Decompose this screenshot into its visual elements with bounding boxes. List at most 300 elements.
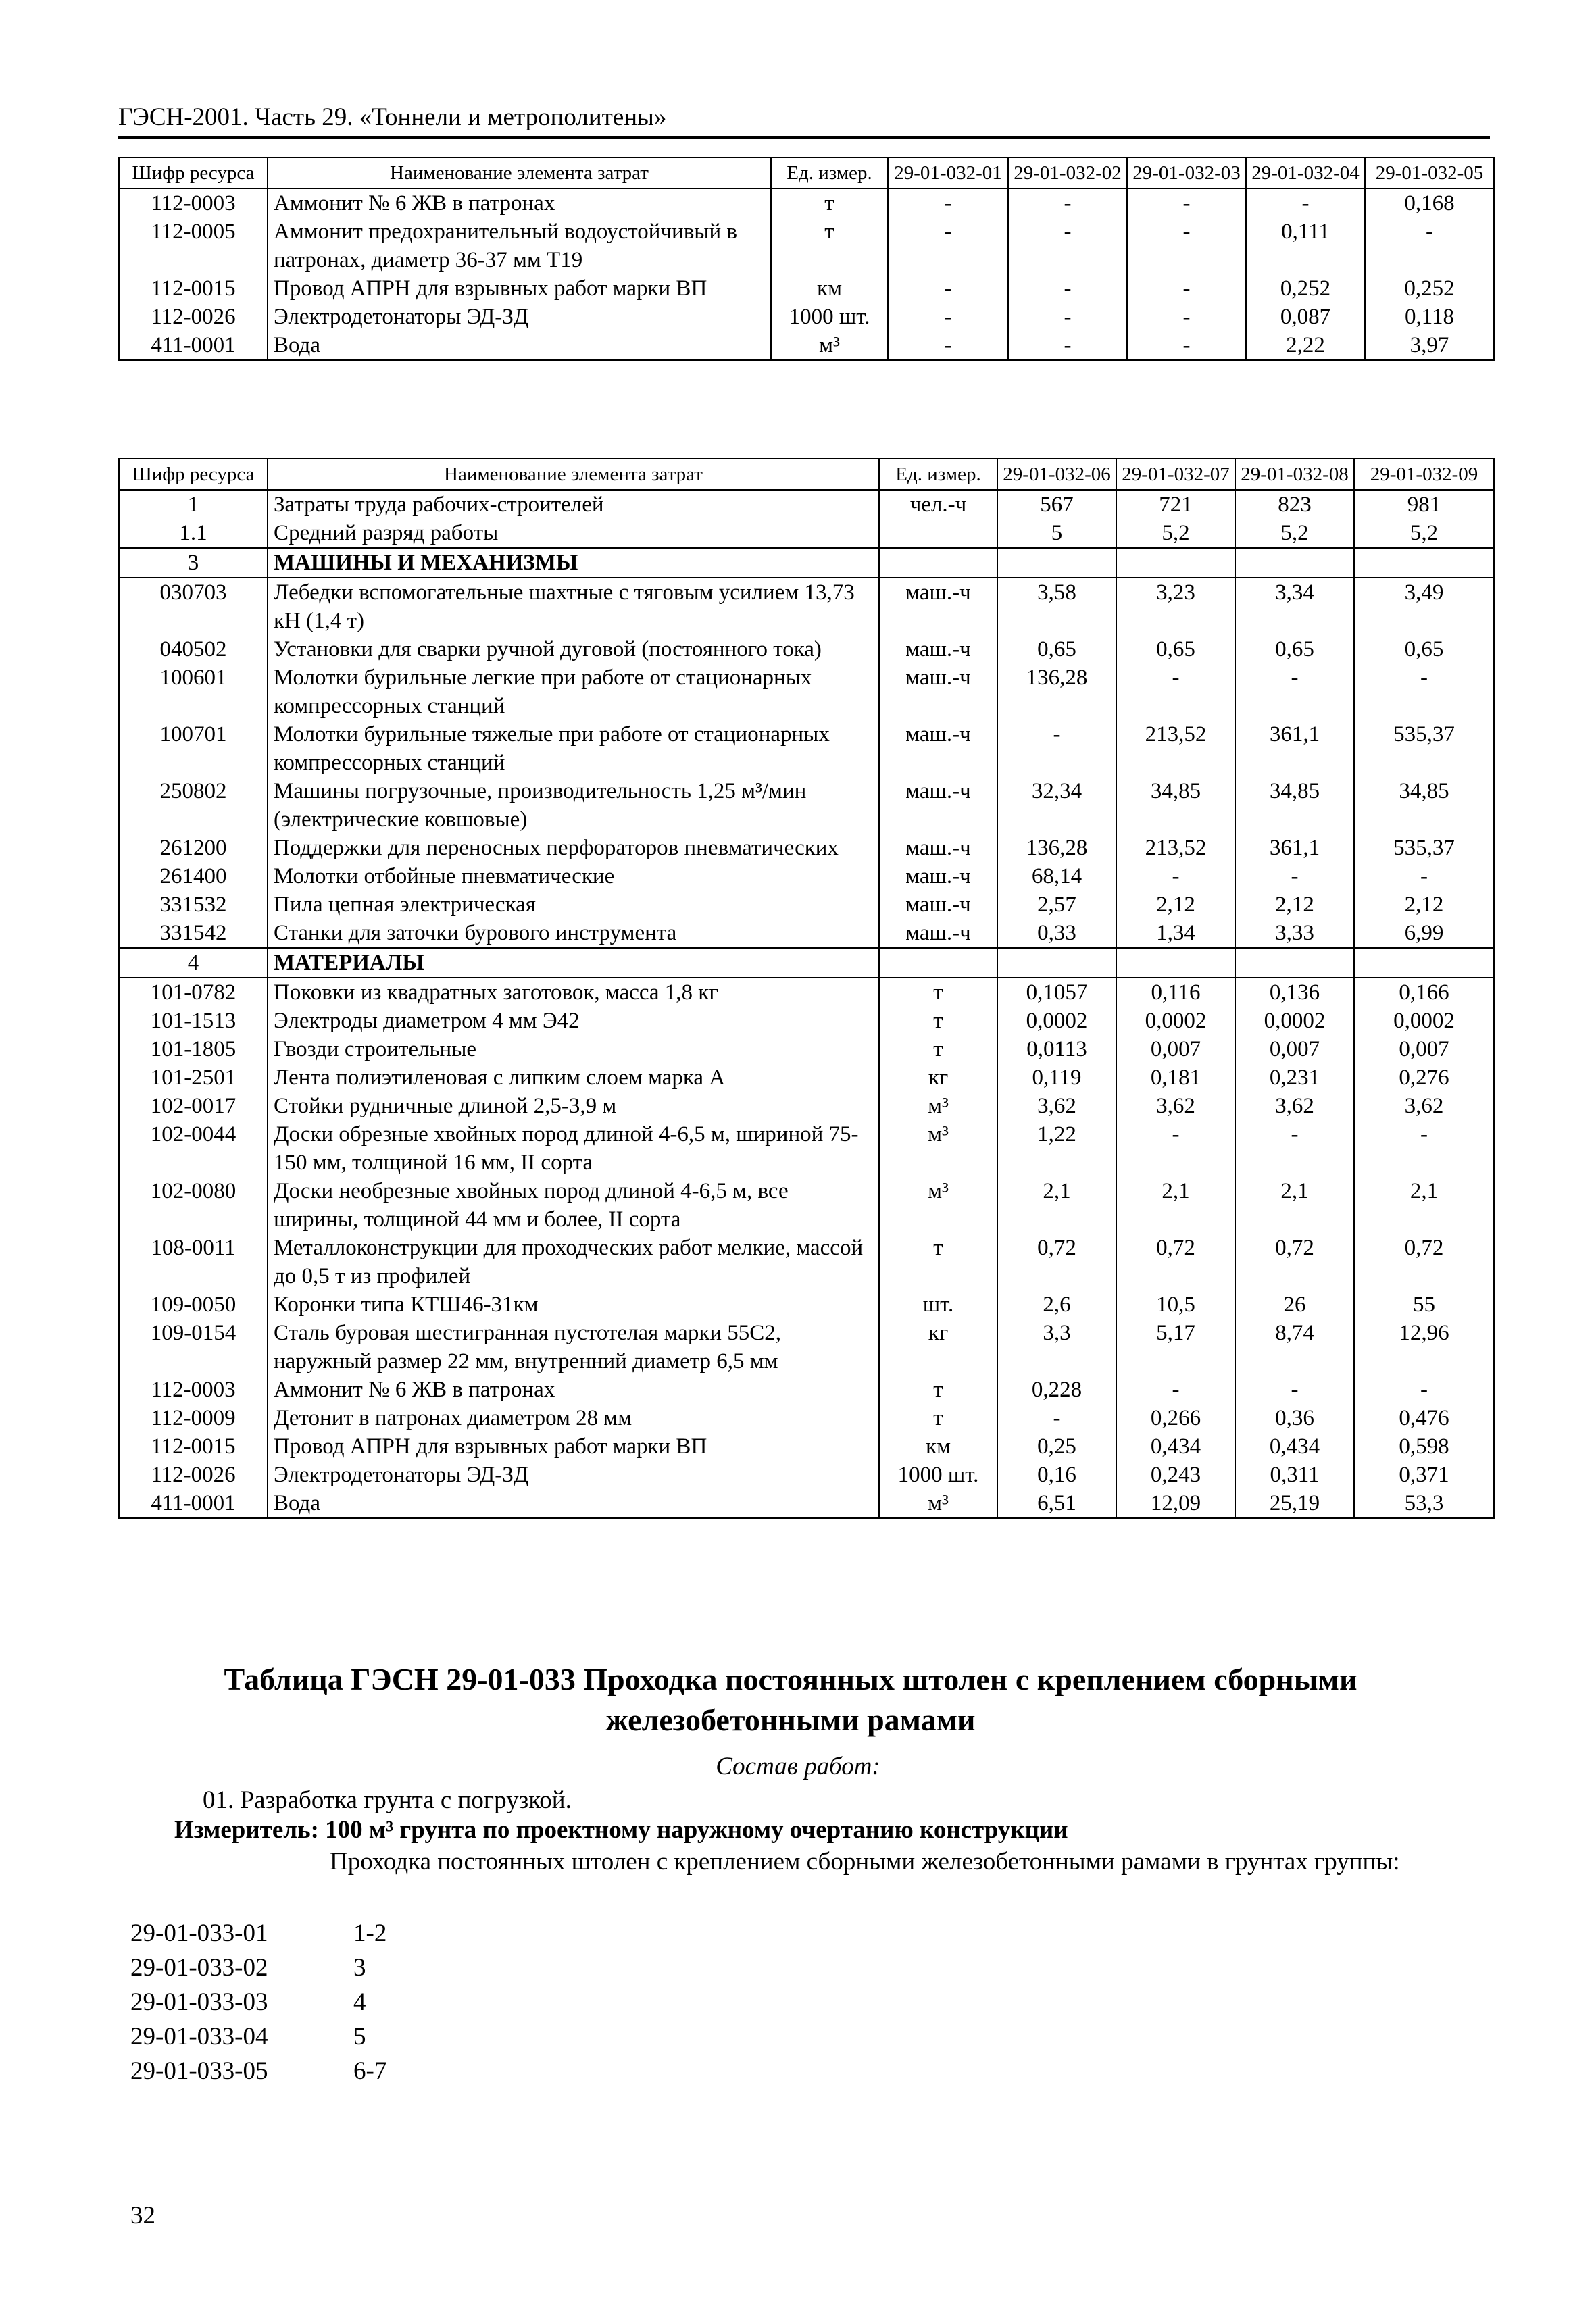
value-cell: -: [1116, 1376, 1235, 1404]
resource-name: Аммонит № 6 ЖВ в патронах: [268, 188, 771, 218]
value-cell: 12,09: [1116, 1489, 1235, 1518]
value-cell: -: [1116, 663, 1235, 720]
resource-code: 100701: [119, 720, 268, 777]
resource-code: 112-0015: [119, 1432, 268, 1461]
value-cell: 823: [1235, 490, 1354, 519]
value-cell: 361,1: [1235, 720, 1354, 777]
value-cell: -: [1127, 303, 1246, 331]
unit: маш.-ч: [879, 663, 997, 720]
value-cell: -: [1354, 862, 1494, 890]
value-cell: 5,17: [1116, 1319, 1235, 1376]
unit: шт.: [879, 1290, 997, 1319]
value-cell: 2,1: [1354, 1177, 1494, 1234]
code-row: [130, 2054, 386, 2088]
resource-name: Аммонит предохранительный водоустойчивый в патронах, диаметр 36-37 мм Т19: [268, 218, 771, 274]
value-cell: 213,52: [1116, 720, 1235, 777]
value-cell: 0,65: [997, 635, 1116, 663]
resource-name: Установки для сварки ручной дуговой (постоянного тока): [268, 635, 879, 663]
value-cell: -: [1365, 218, 1494, 274]
resource-name: Стойки рудничные длиной 2,5-3,9 м: [268, 1092, 879, 1120]
resource-table-1: [118, 157, 1495, 361]
value-cell: 213,52: [1116, 834, 1235, 862]
value-cell: 535,37: [1354, 720, 1494, 777]
soil-group: 5: [353, 2023, 366, 2051]
unit: кг: [879, 1319, 997, 1376]
resource-code: 331532: [119, 890, 268, 919]
resource-code: 101-1805: [119, 1035, 268, 1063]
value-cell: 6,99: [1354, 919, 1494, 948]
resource-name: Молотки бурильные тяжелые при работе от стационарных компрессорных станций: [268, 720, 879, 777]
table-row: [119, 218, 1494, 274]
value-cell: 0,434: [1235, 1432, 1354, 1461]
table-row: [119, 1376, 1494, 1404]
work-item: 01. Разработка грунта с погрузкой.: [203, 1786, 572, 1814]
unit: т: [879, 1234, 997, 1290]
value-cell: 0,252: [1365, 274, 1494, 303]
value-cell: 3,62: [1235, 1092, 1354, 1120]
value-cell: 0,0002: [997, 1007, 1116, 1035]
header-rule: [118, 136, 1490, 139]
section-heading-row: [119, 948, 1494, 978]
value-cell: 0,243: [1116, 1461, 1235, 1489]
table-row: [119, 1404, 1494, 1432]
resource-name: Молотки бурильные легкие при работе от стационарных компрессорных станций: [268, 663, 879, 720]
value-cell: -: [888, 303, 1008, 331]
value-cell: 34,85: [1116, 777, 1235, 834]
value-cell: -: [1354, 1120, 1494, 1177]
value-cell: -: [1127, 188, 1246, 218]
value-cell: 2,12: [1116, 890, 1235, 919]
value-cell: 26: [1235, 1290, 1354, 1319]
table-row: [119, 978, 1494, 1007]
value-cell: 3,62: [1354, 1092, 1494, 1120]
table-row: [119, 1177, 1494, 1234]
resource-name: Детонит в патронах диаметром 28 мм: [268, 1404, 879, 1432]
resource-name: Провод АПРН для взрывных работ марки ВП: [268, 274, 771, 303]
resource-name: Электродетонаторы ЭД-3Д: [268, 303, 771, 331]
column-header-name: Наименование элемента затрат: [268, 459, 879, 490]
value-cell: [997, 948, 1116, 978]
value-cell: 3,34: [1235, 578, 1354, 635]
table-row: [119, 919, 1494, 948]
resource-code: 102-0017: [119, 1092, 268, 1120]
value-cell: 0,33: [997, 919, 1116, 948]
value-cell: [1235, 948, 1354, 978]
value-cell: 0,181: [1116, 1063, 1235, 1092]
resource-code: 112-0009: [119, 1404, 268, 1432]
resource-code: 1.1: [119, 519, 268, 548]
running-header: ГЭСН-2001. Часть 29. «Тоннели и метрополитены»: [118, 103, 667, 131]
resource-name: Сталь буровая шестигранная пустотелая марки 55С2, наружный размер 22 мм, внутренний диаметр 6,5 мм: [268, 1319, 879, 1376]
resource-code: 109-0154: [119, 1319, 268, 1376]
value-cell: -: [1354, 663, 1494, 720]
meter-line: Измеритель: 100 м³ грунта по проектному наружному очертанию конструкции: [174, 1816, 1068, 1844]
unit: т: [879, 1007, 997, 1035]
value-cell: 0,007: [1116, 1035, 1235, 1063]
resource-name: Аммонит № 6 ЖВ в патронах: [268, 1376, 879, 1404]
soil-group: 6-7: [353, 2057, 387, 2085]
value-cell: 32,34: [997, 777, 1116, 834]
resource-name: Коронки типа КТШ46-31км: [268, 1290, 879, 1319]
value-cell: 3,23: [1116, 578, 1235, 635]
table-row: [119, 1092, 1494, 1120]
resource-code: 040502: [119, 635, 268, 663]
unit: маш.-ч: [879, 862, 997, 890]
unit: кг: [879, 1063, 997, 1092]
value-cell: 0,72: [1235, 1234, 1354, 1290]
unit: км: [771, 274, 888, 303]
value-cell: -: [1008, 331, 1127, 360]
value-cell: 0,276: [1354, 1063, 1494, 1092]
resource-code: 3: [119, 548, 268, 578]
table-row: [119, 519, 1494, 548]
code-row: [130, 1951, 386, 1985]
unit: [879, 519, 997, 548]
value-cell: -: [1116, 862, 1235, 890]
column-header-value: 29-01-032-07: [1116, 459, 1235, 490]
column-header-unit: Ед. измер.: [879, 459, 997, 490]
value-cell: -: [888, 274, 1008, 303]
resource-name: Гвозди строительные: [268, 1035, 879, 1063]
resource-code: 250802: [119, 777, 268, 834]
value-cell: 3,97: [1365, 331, 1494, 360]
resource-code: 101-1513: [119, 1007, 268, 1035]
value-cell: 0,0002: [1235, 1007, 1354, 1035]
table-row: [119, 1461, 1494, 1489]
unit: т: [879, 1376, 997, 1404]
table-row: [119, 331, 1494, 360]
value-cell: 2,12: [1235, 890, 1354, 919]
code-number: 29-01-033-03: [130, 1988, 268, 2016]
resource-code: 101-2501: [119, 1063, 268, 1092]
value-cell: -: [1127, 274, 1246, 303]
value-cell: 3,49: [1354, 578, 1494, 635]
unit: т: [771, 218, 888, 274]
resource-code: 100601: [119, 663, 268, 720]
value-cell: 0,136: [1235, 978, 1354, 1007]
resource-name: МАТЕРИАЛЫ: [268, 948, 879, 978]
table-row: [119, 1489, 1494, 1518]
value-cell: 5,2: [1354, 519, 1494, 548]
unit: т: [879, 1404, 997, 1432]
value-cell: 34,85: [1235, 777, 1354, 834]
value-cell: 0,087: [1246, 303, 1365, 331]
table-row: [119, 1007, 1494, 1035]
value-cell: 2,1: [1235, 1177, 1354, 1234]
unit: м³: [771, 331, 888, 360]
value-cell: 0,72: [997, 1234, 1116, 1290]
resource-name: Вода: [268, 1489, 879, 1518]
table-row: [119, 1035, 1494, 1063]
composition-label: Состав работ:: [716, 1753, 880, 1780]
unit: чел.-ч: [879, 490, 997, 519]
value-cell: 0,311: [1235, 1461, 1354, 1489]
resource-code: 4: [119, 948, 268, 978]
value-cell: 2,1: [997, 1177, 1116, 1234]
value-cell: 10,5: [1116, 1290, 1235, 1319]
value-cell: 3,62: [997, 1092, 1116, 1120]
column-header-value: 29-01-032-03: [1127, 157, 1246, 188]
resource-code: 102-0080: [119, 1177, 268, 1234]
resource-name: Лебедки вспомогательные шахтные с тяговым усилием 13,73 кН (1,4 т): [268, 578, 879, 635]
resource-code: 102-0044: [119, 1120, 268, 1177]
resource-name: Электродетонаторы ЭД-3Д: [268, 1461, 879, 1489]
value-cell: -: [1235, 663, 1354, 720]
section-heading-row: [119, 548, 1494, 578]
value-cell: 0,111: [1246, 218, 1365, 274]
value-cell: -: [1246, 188, 1365, 218]
resource-code: 261200: [119, 834, 268, 862]
value-cell: 2,12: [1354, 890, 1494, 919]
value-cell: 0,25: [997, 1432, 1116, 1461]
code-number: 29-01-033-02: [130, 1954, 268, 1982]
resource-name: Станки для заточки бурового инструмента: [268, 919, 879, 948]
unit: 1000 шт.: [879, 1461, 997, 1489]
table-row: [119, 1063, 1494, 1092]
table-row: [119, 862, 1494, 890]
value-cell: -: [1008, 188, 1127, 218]
table-row: [119, 720, 1494, 777]
resource-name: Металлоконструкции для проходческих работ мелкие, массой до 0,5 т из профилей: [268, 1234, 879, 1290]
resource-name: Машины погрузочные, производительность 1,25 м³/мин (электрические ковшовые): [268, 777, 879, 834]
column-header-value: 29-01-032-09: [1354, 459, 1494, 490]
column-header-unit: Ед. измер.: [771, 157, 888, 188]
column-header-value: 29-01-032-04: [1246, 157, 1365, 188]
resource-code: 112-0005: [119, 218, 268, 274]
value-cell: 0,72: [1354, 1234, 1494, 1290]
resource-table-2: [118, 458, 1495, 1519]
value-cell: -: [888, 331, 1008, 360]
value-cell: 0,0002: [1354, 1007, 1494, 1035]
code-list: [130, 1916, 386, 2088]
table1-body: [119, 188, 1494, 360]
code-number: 29-01-033-05: [130, 2057, 268, 2085]
value-cell: 2,57: [997, 890, 1116, 919]
resource-code: 101-0782: [119, 978, 268, 1007]
code-row: [130, 1985, 386, 2019]
table-row: [119, 1234, 1494, 1290]
value-cell: [1116, 948, 1235, 978]
value-cell: 1,22: [997, 1120, 1116, 1177]
table-row: [119, 188, 1494, 218]
table1-header-row: [119, 157, 1494, 188]
unit: т: [771, 188, 888, 218]
value-cell: 0,371: [1354, 1461, 1494, 1489]
value-cell: [997, 548, 1116, 578]
resource-name: Пила цепная электрическая: [268, 890, 879, 919]
value-cell: 0,007: [1235, 1035, 1354, 1063]
value-cell: -: [1127, 331, 1246, 360]
value-cell: 0,119: [997, 1063, 1116, 1092]
column-header-value: 29-01-032-08: [1235, 459, 1354, 490]
table-row: [119, 303, 1494, 331]
resource-code: 112-0026: [119, 303, 268, 331]
value-cell: 68,14: [997, 862, 1116, 890]
unit: 1000 шт.: [771, 303, 888, 331]
table2-header-row: [119, 459, 1494, 490]
column-header-value: 29-01-032-05: [1365, 157, 1494, 188]
value-cell: 136,28: [997, 834, 1116, 862]
value-cell: 721: [1116, 490, 1235, 519]
value-cell: -: [888, 218, 1008, 274]
value-cell: 53,3: [1354, 1489, 1494, 1518]
resource-name: Провод АПРН для взрывных работ марки ВП: [268, 1432, 879, 1461]
resource-code: 1: [119, 490, 268, 519]
value-cell: 0,476: [1354, 1404, 1494, 1432]
unit: м³: [879, 1120, 997, 1177]
unit: [879, 548, 997, 578]
table-row: [119, 1432, 1494, 1461]
value-cell: 0,231: [1235, 1063, 1354, 1092]
value-cell: -: [1116, 1120, 1235, 1177]
unit: [879, 948, 997, 978]
value-cell: 0,0113: [997, 1035, 1116, 1063]
value-cell: [1354, 548, 1494, 578]
value-cell: -: [997, 720, 1116, 777]
value-cell: -: [888, 188, 1008, 218]
description: Проходка постоянных штолен с креплением сборными железобетонными рамами в грунтах группы:: [330, 1848, 1400, 1876]
resource-name: Электроды диаметром 4 мм Э42: [268, 1007, 879, 1035]
value-cell: 0,16: [997, 1461, 1116, 1489]
value-cell: -: [1235, 862, 1354, 890]
page-number: 32: [130, 2202, 155, 2230]
resource-code: 112-0026: [119, 1461, 268, 1489]
resource-code: 112-0003: [119, 1376, 268, 1404]
table-row: [119, 1319, 1494, 1376]
value-cell: 136,28: [997, 663, 1116, 720]
unit: м³: [879, 1177, 997, 1234]
unit: маш.-ч: [879, 720, 997, 777]
resource-name: Вода: [268, 331, 771, 360]
value-cell: 0,434: [1116, 1432, 1235, 1461]
value-cell: 361,1: [1235, 834, 1354, 862]
unit: маш.-ч: [879, 578, 997, 635]
value-cell: 0,228: [997, 1376, 1116, 1404]
resource-name: МАШИНЫ И МЕХАНИЗМЫ: [268, 548, 879, 578]
value-cell: 0,65: [1354, 635, 1494, 663]
resource-name: Поддержки для переносных перфораторов пневматических: [268, 834, 879, 862]
unit: маш.-ч: [879, 919, 997, 948]
value-cell: 0,007: [1354, 1035, 1494, 1063]
soil-group: 4: [353, 1988, 366, 2016]
table-row: [119, 1290, 1494, 1319]
value-cell: -: [1127, 218, 1246, 274]
value-cell: 1,34: [1116, 919, 1235, 948]
table-row: [119, 890, 1494, 919]
value-cell: 5: [997, 519, 1116, 548]
resource-code: 261400: [119, 862, 268, 890]
value-cell: 0,116: [1116, 978, 1235, 1007]
value-cell: 2,1: [1116, 1177, 1235, 1234]
soil-group: 3: [353, 1954, 366, 1982]
table-row: [119, 1120, 1494, 1177]
resource-name: Средний разряд работы: [268, 519, 879, 548]
value-cell: 981: [1354, 490, 1494, 519]
value-cell: 2,6: [997, 1290, 1116, 1319]
column-header-value: 29-01-032-06: [997, 459, 1116, 490]
value-cell: 0,65: [1116, 635, 1235, 663]
value-cell: 3,33: [1235, 919, 1354, 948]
table-row: [119, 635, 1494, 663]
resource-code: 411-0001: [119, 1489, 268, 1518]
resource-name: Лента полиэтиленовая с липким слоем марка А: [268, 1063, 879, 1092]
value-cell: 2,22: [1246, 331, 1365, 360]
value-cell: -: [997, 1404, 1116, 1432]
value-cell: 0,598: [1354, 1432, 1494, 1461]
unit: маш.-ч: [879, 635, 997, 663]
value-cell: 5,2: [1116, 519, 1235, 548]
value-cell: [1235, 548, 1354, 578]
value-cell: 3,62: [1116, 1092, 1235, 1120]
table-row: [119, 274, 1494, 303]
section-title: Таблица ГЭСН 29-01-033 Проходка постоянных штолен с креплением сборными железобетонными рамами: [224, 1662, 1357, 1737]
column-header-code: Шифр ресурса: [119, 459, 268, 490]
value-cell: 0,72: [1116, 1234, 1235, 1290]
resource-name: Молотки отбойные пневматические: [268, 862, 879, 890]
value-cell: 0,118: [1365, 303, 1494, 331]
value-cell: -: [1008, 303, 1127, 331]
resource-code: 112-0003: [119, 188, 268, 218]
value-cell: 0,65: [1235, 635, 1354, 663]
code-row: [130, 1916, 386, 1951]
value-cell: 567: [997, 490, 1116, 519]
value-cell: 535,37: [1354, 834, 1494, 862]
value-cell: 8,74: [1235, 1319, 1354, 1376]
column-header-value: 29-01-032-01: [888, 157, 1008, 188]
value-cell: -: [1235, 1376, 1354, 1404]
column-header-name: Наименование элемента затрат: [268, 157, 771, 188]
unit: маш.-ч: [879, 890, 997, 919]
value-cell: -: [1354, 1376, 1494, 1404]
unit: м³: [879, 1489, 997, 1518]
resource-code: 108-0011: [119, 1234, 268, 1290]
value-cell: 0,166: [1354, 978, 1494, 1007]
column-header-code: Шифр ресурса: [119, 157, 268, 188]
table-row: [119, 490, 1494, 519]
value-cell: 0,168: [1365, 188, 1494, 218]
value-cell: -: [1235, 1120, 1354, 1177]
unit: маш.-ч: [879, 777, 997, 834]
resource-code: 109-0050: [119, 1290, 268, 1319]
resource-name: Доски обрезные хвойных пород длиной 4-6,5 м, шириной 75-150 мм, толщиной 16 мм, II сорта: [268, 1120, 879, 1177]
unit: км: [879, 1432, 997, 1461]
value-cell: 0,0002: [1116, 1007, 1235, 1035]
value-cell: 55: [1354, 1290, 1494, 1319]
soil-group: 1-2: [353, 1919, 387, 1947]
value-cell: 0,1057: [997, 978, 1116, 1007]
value-cell: [1116, 548, 1235, 578]
table-row: [119, 578, 1494, 635]
value-cell: 0,36: [1235, 1404, 1354, 1432]
value-cell: 3,3: [997, 1319, 1116, 1376]
value-cell: 25,19: [1235, 1489, 1354, 1518]
table-row: [119, 663, 1494, 720]
resource-code: 331542: [119, 919, 268, 948]
column-header-value: 29-01-032-02: [1008, 157, 1127, 188]
value-cell: 3,58: [997, 578, 1116, 635]
resource-code: 411-0001: [119, 331, 268, 360]
unit: т: [879, 1035, 997, 1063]
resource-code: 112-0015: [119, 274, 268, 303]
unit: маш.-ч: [879, 834, 997, 862]
resource-name: Доски необрезные хвойных пород длиной 4-6,5 м, все ширины, толщиной 44 мм и более, II сорта: [268, 1177, 879, 1234]
value-cell: 34,85: [1354, 777, 1494, 834]
value-cell: 5,2: [1235, 519, 1354, 548]
unit: т: [879, 978, 997, 1007]
value-cell: -: [1008, 218, 1127, 274]
value-cell: -: [1008, 274, 1127, 303]
table2-body: [119, 490, 1494, 1518]
